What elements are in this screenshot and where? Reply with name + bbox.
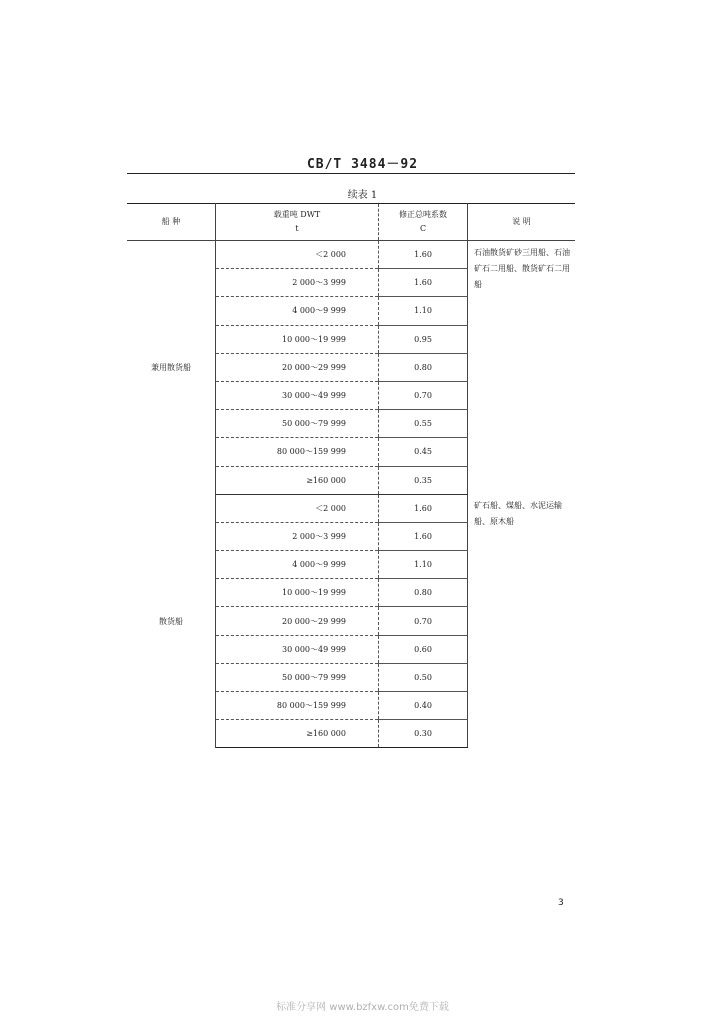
dwt-cell: 4 000～9 999 <box>216 297 379 325</box>
dwt-cell: 2 000～3 999 <box>216 269 379 297</box>
header-dwt-unit: t <box>295 224 299 233</box>
coefficient-cell: 0.50 <box>379 663 468 691</box>
header-coef-name: 修正总吨系数 <box>399 210 447 219</box>
table-body <box>127 241 575 748</box>
dwt-cell: ＜2 000 <box>216 494 379 522</box>
coefficient-cell: 0.95 <box>379 325 468 353</box>
table-header-row <box>127 204 575 241</box>
dwt-cell: 50 000～79 999 <box>216 663 379 691</box>
dwt-cell: 20 000～29 999 <box>216 607 379 635</box>
coefficient-cell: 1.60 <box>379 494 468 522</box>
dwt-cell: ≥160 000 <box>216 466 379 494</box>
ship-type-cell: 兼用散货船 <box>127 241 216 495</box>
coefficient-cell: 1.10 <box>379 297 468 325</box>
dwt-cell: 50 000～79 999 <box>216 410 379 438</box>
note-cell: 矿石船、煤船、水泥运输船、原木船 <box>474 501 562 527</box>
header-rule <box>127 173 575 174</box>
coefficient-cell: 1.60 <box>379 241 468 269</box>
watermark: 标准分享网 www.bzfxw.com免费下载 <box>276 1002 449 1013</box>
coefficient-table <box>127 203 575 748</box>
coefficient-cell: 0.80 <box>379 353 468 381</box>
dwt-cell: ＜2 000 <box>216 241 379 269</box>
dwt-cell: ≥160 000 <box>216 720 379 748</box>
dwt-cell: 10 000～19 999 <box>216 325 379 353</box>
coefficient-cell: 0.35 <box>379 466 468 494</box>
dwt-cell: 20 000～29 999 <box>216 353 379 381</box>
ship-type-cell: 散货船 <box>127 494 216 748</box>
header-dwt-name: 载重吨 DWT <box>273 210 321 219</box>
coefficient-cell: 0.30 <box>379 720 468 748</box>
dwt-cell: 80 000～159 999 <box>216 692 379 720</box>
standard-number: CB/T 3484－92 <box>306 157 419 172</box>
coefficient-cell: 0.40 <box>379 692 468 720</box>
coefficient-cell: 0.45 <box>379 438 468 466</box>
header-ship-type: 船 种 <box>127 204 216 241</box>
coefficient-cell: 0.55 <box>379 410 468 438</box>
header-coefficient <box>379 204 468 241</box>
header-dwt <box>216 204 379 241</box>
dwt-cell: 2 000～3 999 <box>216 522 379 550</box>
dwt-cell: 30 000～49 999 <box>216 381 379 409</box>
header-coef-unit: C <box>419 224 427 233</box>
coefficient-cell: 1.60 <box>379 269 468 297</box>
page-number: 3 <box>558 898 564 908</box>
coefficient-cell: 0.80 <box>379 579 468 607</box>
table-row <box>127 241 575 269</box>
dwt-cell: 4 000～9 999 <box>216 551 379 579</box>
note-cell: 石油散货矿砂三用船、石油矿石二用船、散货矿石二用船 <box>474 248 570 289</box>
coefficient-cell: 1.60 <box>379 522 468 550</box>
table-caption: 续表 1 <box>347 190 378 201</box>
dwt-cell: 80 000～159 999 <box>216 438 379 466</box>
coefficient-cell: 0.60 <box>379 635 468 663</box>
table-row <box>127 494 575 522</box>
coefficient-cell: 0.70 <box>379 381 468 409</box>
dwt-cell: 10 000～19 999 <box>216 579 379 607</box>
header-note: 说 明 <box>468 204 576 241</box>
dwt-cell: 30 000～49 999 <box>216 635 379 663</box>
coefficient-cell: 1.10 <box>379 551 468 579</box>
coefficient-cell: 0.70 <box>379 607 468 635</box>
